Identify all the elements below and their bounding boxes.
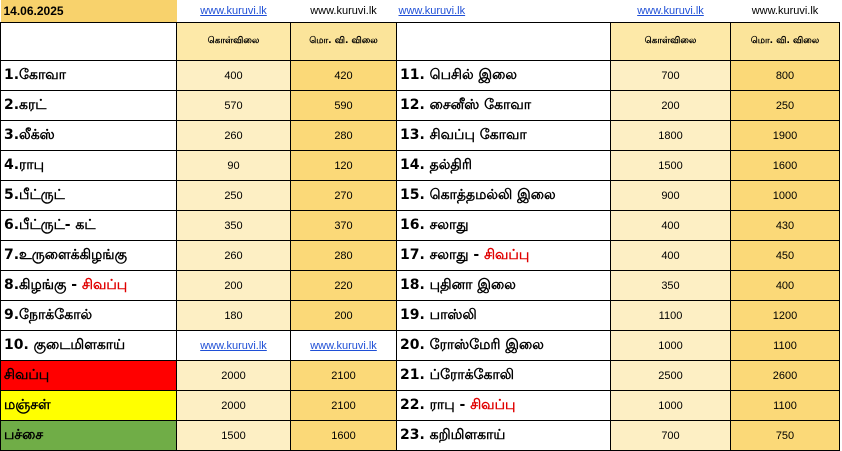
left-item-name (1, 121, 177, 151)
left-item-name (1, 361, 177, 391)
date-label: 14.06.2025 (1, 0, 177, 23)
left-sell-price: 370 (291, 211, 397, 241)
item-name-text: மஞ்சள் (4, 396, 51, 413)
site-text: www.kuruvi.lk (751, 5, 819, 17)
left-buy-price: 90 (177, 151, 291, 181)
right-buy-price: 1500 (611, 151, 731, 181)
left-sell-price: 120 (291, 151, 397, 181)
right-buy-price: 350 (611, 271, 731, 301)
left-buy-price: 1500 (177, 421, 291, 451)
item-name-text: 20. ரோஸ்மேரி இலை (400, 336, 544, 353)
item-name-text: 11. பெசில் இலை (400, 66, 517, 83)
right-item-name (397, 91, 611, 121)
left-sell-price: 280 (291, 121, 397, 151)
table-row (1, 121, 840, 151)
left-sell-price[interactable]: www.kuruvi.lk (291, 331, 397, 361)
item-name-text: 5.பீட்ருட் (4, 186, 65, 203)
left-buy-price: 200 (177, 271, 291, 301)
table-row (1, 181, 840, 211)
left-item-name (1, 391, 177, 421)
right-sell-price: 800 (731, 61, 840, 91)
right-sell-price: 750 (731, 421, 840, 451)
left-buy-price: 260 (177, 121, 291, 151)
right-sell-price: 1100 (731, 391, 840, 421)
left-sell-price: 220 (291, 271, 397, 301)
site-text: www.kuruvi.lk (310, 5, 377, 17)
item-name-text: 10. குடைமிளகாய் (4, 336, 126, 353)
left-buy-price: 350 (177, 211, 291, 241)
right-buy-price: 400 (611, 211, 731, 241)
left-item-name (1, 421, 177, 451)
item-name-text: 15. கொத்தமல்லி இலை (400, 186, 556, 203)
left-item-name (1, 301, 177, 331)
right-item-name (397, 421, 611, 451)
item-name-text: 12. சைனீஸ் கோவா (400, 96, 532, 113)
blank-header-cell (397, 23, 611, 61)
buy-price-header: கொள்விலை (611, 23, 731, 61)
item-name-text: 9.நோக்கோல் (4, 306, 93, 323)
item-name-text: பச்சை (4, 426, 44, 443)
table-row (1, 391, 840, 421)
left-buy-price: 400 (177, 61, 291, 91)
site-link[interactable]: www.kuruvi.lk (398, 5, 466, 17)
left-item-name (1, 181, 177, 211)
left-sell-price: 420 (291, 61, 397, 91)
item-name-text: 13. சிவப்பு கோவா (400, 126, 527, 143)
left-item-name (1, 61, 177, 91)
red-variant-text: சிவப்பு (470, 396, 516, 413)
table-row (1, 241, 840, 271)
right-item-name (397, 391, 611, 421)
right-item-name (397, 241, 611, 271)
right-sell-price: 1600 (731, 151, 840, 181)
left-sell-price: 590 (291, 91, 397, 121)
right-sell-price: 400 (731, 271, 840, 301)
site-link[interactable]: www.kuruvi.lk (637, 5, 704, 17)
wholesale-price-header: மொ. வி. விலை (291, 23, 397, 61)
right-item-name (397, 211, 611, 241)
right-item-name (397, 301, 611, 331)
right-buy-price: 1000 (611, 331, 731, 361)
item-name-text: 6.பீட்ருட்- கட் (4, 216, 96, 233)
table-row (1, 301, 840, 331)
left-item-name (1, 331, 177, 361)
right-item-name (397, 331, 611, 361)
right-buy-price: 700 (611, 61, 731, 91)
right-sell-price: 250 (731, 91, 840, 121)
table-row (1, 271, 840, 301)
left-buy-price: 260 (177, 241, 291, 271)
red-variant-text: சிவப்பு (81, 276, 128, 293)
table-row (1, 91, 840, 121)
right-buy-price: 400 (611, 241, 731, 271)
right-sell-price: 1200 (731, 301, 840, 331)
item-name-text: 8.கிழங்கு - (4, 276, 82, 293)
item-name-text: 3.லீக்ஸ் (4, 126, 55, 143)
right-buy-price: 700 (611, 421, 731, 451)
right-buy-price: 900 (611, 181, 731, 211)
left-buy-price[interactable]: www.kuruvi.lk (177, 331, 291, 361)
red-variant-text: சிவப்பு (484, 246, 530, 263)
item-name-text: 17. சலாது - (400, 246, 485, 263)
left-sell-price: 200 (291, 301, 397, 331)
item-name-text: 16. சலாது (400, 216, 469, 233)
top-header-row (1, 0, 840, 23)
item-name-text: 22. ராபு - (400, 396, 471, 413)
site-link[interactable]: www.kuruvi.lk (200, 5, 267, 17)
item-name-text: 1.கோவா (4, 66, 66, 83)
table-row (1, 211, 840, 241)
blank-header-cell (1, 23, 177, 61)
item-name-text: 18. புதினா இலை (400, 276, 516, 293)
item-name-text: 21. ப்ரோக்கோலி (400, 366, 515, 383)
right-sell-price: 1100 (731, 331, 840, 361)
right-buy-price: 2500 (611, 361, 731, 391)
table-row (1, 361, 840, 391)
left-buy-price: 2000 (177, 391, 291, 421)
item-name-text: 2.கரட் (4, 96, 47, 113)
right-sell-price: 2600 (731, 361, 840, 391)
right-item-name (397, 181, 611, 211)
table-row (1, 331, 840, 361)
right-item-name (397, 361, 611, 391)
item-name-text: 4.ராபு (4, 156, 45, 173)
right-sell-price: 1900 (731, 121, 840, 151)
item-name-text: 14. தல்திரி (400, 156, 472, 173)
table-row (1, 151, 840, 181)
table-row (1, 421, 840, 451)
left-buy-price: 570 (177, 91, 291, 121)
column-header-row (1, 23, 840, 61)
left-sell-price: 270 (291, 181, 397, 211)
right-sell-price: 1000 (731, 181, 840, 211)
right-item-name (397, 151, 611, 181)
left-sell-price: 1600 (291, 421, 397, 451)
right-buy-price: 1000 (611, 391, 731, 421)
left-item-name (1, 211, 177, 241)
right-item-name (397, 271, 611, 301)
left-item-name (1, 241, 177, 271)
left-item-name (1, 271, 177, 301)
right-sell-price: 430 (731, 211, 840, 241)
right-buy-price: 200 (611, 91, 731, 121)
left-sell-price: 2100 (291, 361, 397, 391)
right-sell-price: 450 (731, 241, 840, 271)
left-buy-price: 2000 (177, 361, 291, 391)
item-name-text: 19. பாஸ்லி (400, 306, 477, 323)
right-item-name (397, 61, 611, 91)
wholesale-price-header: மொ. வி. விலை (731, 23, 840, 61)
right-buy-price: 1800 (611, 121, 731, 151)
left-sell-price: 2100 (291, 391, 397, 421)
right-item-name (397, 121, 611, 151)
left-item-name (1, 151, 177, 181)
right-buy-price: 1100 (611, 301, 731, 331)
buy-price-header: கொள்விலை (177, 23, 291, 61)
item-name-text: 23. கறிமிளகாய் (400, 426, 506, 443)
left-buy-price: 180 (177, 301, 291, 331)
left-sell-price: 280 (291, 241, 397, 271)
item-name-text: 7.உருளைக்கிழங்கு (4, 246, 127, 263)
table-row (1, 61, 840, 91)
left-item-name (1, 91, 177, 121)
item-name-text: சிவப்பு (4, 366, 50, 383)
left-buy-price: 250 (177, 181, 291, 211)
